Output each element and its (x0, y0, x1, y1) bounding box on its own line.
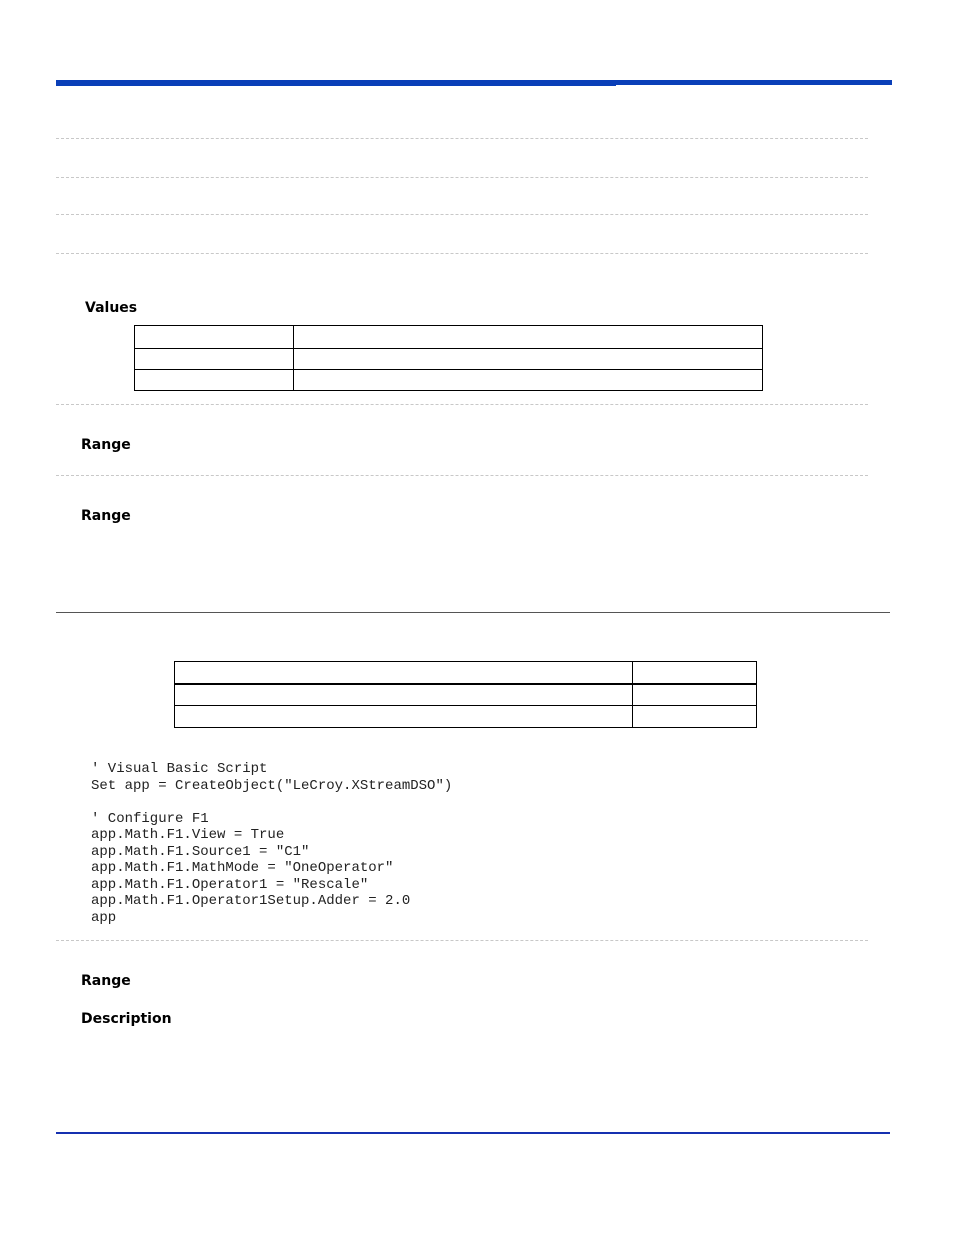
table-row (175, 684, 757, 706)
header-bar-shade (56, 84, 616, 86)
table-cell (135, 326, 294, 349)
code-line: app.Math.F1.Operator1Setup.Adder = 2.0 (91, 893, 411, 909)
code-line: ' Configure F1 (91, 810, 209, 827)
table-cell (135, 370, 294, 391)
code-line: app.Math.F1.Operator1 = "Rescale" (91, 876, 369, 893)
code-line: app.Math.F1.View = True (91, 827, 285, 843)
code-example (91, 761, 452, 926)
dashed-separator (56, 253, 868, 254)
code-line: Set app = CreateObject("LeCroy.XStreamDSO") (91, 777, 453, 794)
table-row (175, 706, 757, 728)
values-table (134, 325, 763, 391)
code-line: ' Visual Basic Script (91, 761, 268, 777)
properties-table (174, 661, 757, 728)
table-row (135, 326, 763, 349)
table-row (175, 662, 757, 684)
table-cell (294, 349, 763, 370)
code-line: app.Math.F1.Source1 = "C1" (91, 843, 310, 860)
table-cell (175, 684, 633, 706)
table-cell (633, 684, 757, 706)
values-heading: Values (85, 300, 138, 316)
table-cell (135, 349, 294, 370)
dashed-separator (56, 475, 868, 476)
code-line: app.Math.F1.MathMode = "OneOperator" (91, 860, 394, 876)
footer-bar (56, 1132, 890, 1134)
code-line (91, 794, 452, 811)
table-cell (633, 706, 757, 728)
dashed-separator (56, 214, 868, 215)
dashed-separator (56, 177, 868, 178)
table-cell (175, 706, 633, 728)
code-line: app (91, 909, 117, 926)
description-heading: Description (81, 1011, 172, 1027)
section-rule (56, 612, 890, 613)
table-cell (175, 662, 633, 684)
dashed-separator (56, 940, 868, 941)
range-heading: Range (81, 973, 131, 989)
table-cell (633, 662, 757, 684)
range-heading: Range (81, 508, 131, 524)
dashed-separator (56, 404, 868, 405)
dashed-separator (56, 138, 868, 139)
range-heading: Range (81, 437, 131, 453)
table-cell (294, 326, 763, 349)
table-row (135, 370, 763, 391)
table-row (135, 349, 763, 370)
table-cell (294, 370, 763, 391)
